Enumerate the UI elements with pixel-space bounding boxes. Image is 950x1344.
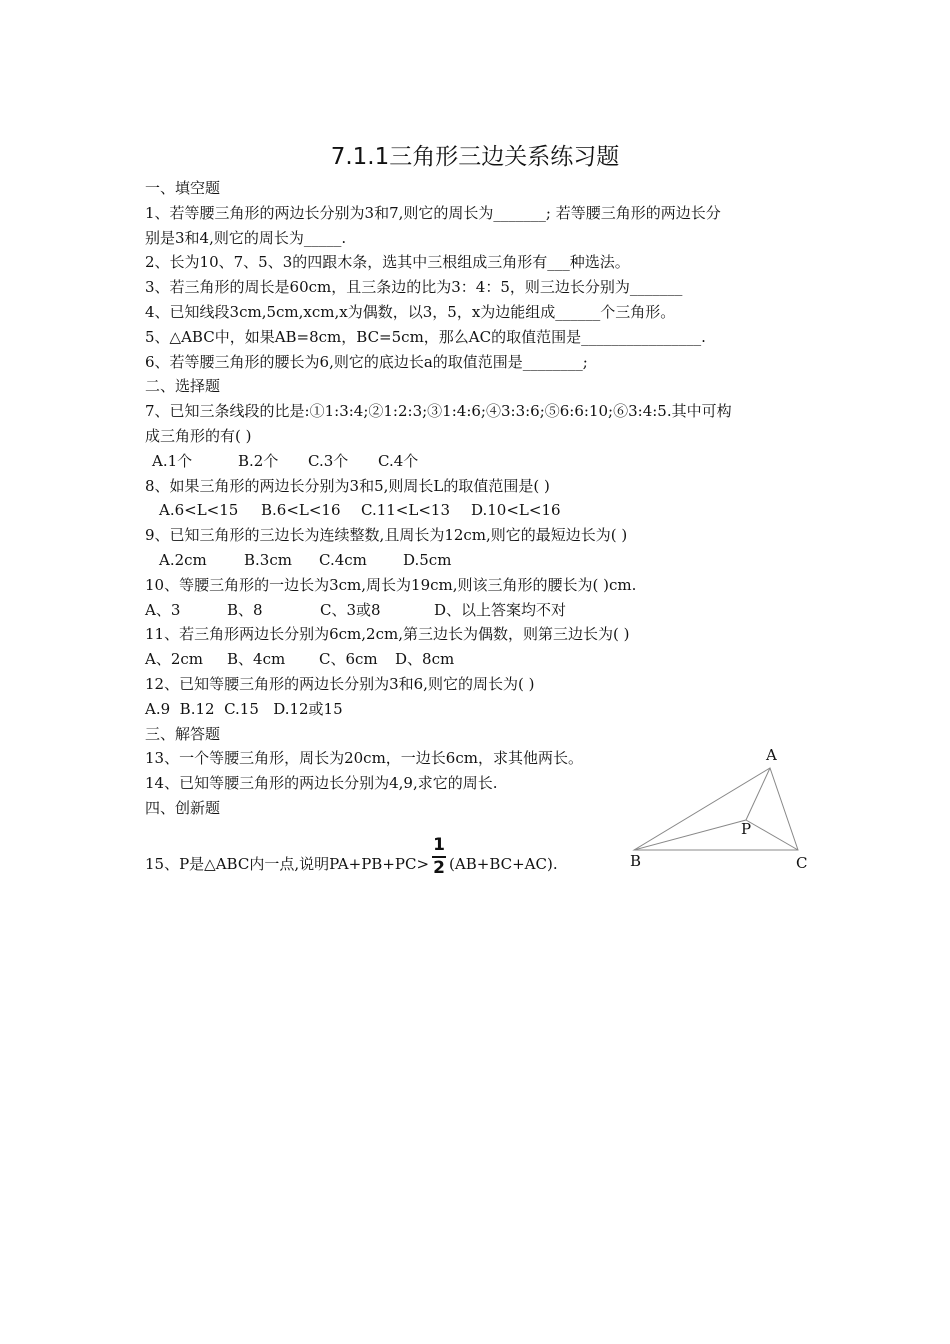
question-11-options xyxy=(145,647,815,672)
option: B、8 xyxy=(227,600,263,619)
option: C.3个 xyxy=(308,451,349,470)
question-12-options: A.9 B.12 C.15 D.12或15 xyxy=(145,699,343,718)
vertex-label-c: C xyxy=(796,854,808,872)
option: D.10<L<16 xyxy=(471,501,561,520)
question-14: 14、已知等腰三角形的两边长分别为4,9,求它的周长. xyxy=(145,774,498,793)
question-12: 12、已知等腰三角形的两边长分别为3和6,则它的周长为( ) xyxy=(145,674,535,693)
option: C、6cm xyxy=(319,650,378,669)
question-6: 6、若等腰三角形的腰长为6,则它的底边长a的取值范围是________; xyxy=(145,352,588,371)
section-heading-solve: 三、解答题 xyxy=(145,724,221,743)
option: B、4cm xyxy=(227,650,286,669)
question-11: 11、若三角形两边长分别为6cm,2cm,第三边长为偶数，则第三边长为( ) xyxy=(145,625,630,644)
option: A.6<L<15 xyxy=(159,501,239,520)
option: D.5cm xyxy=(403,550,452,569)
option: C.11<L<13 xyxy=(361,501,450,520)
question-2: 2、长为10、7、5、3的四跟木条，选其中三根组成三角形有___种选法。 xyxy=(145,253,630,272)
vertex-label-a: A xyxy=(766,746,777,764)
question-4: 4、已知线段3cm,5cm,xcm,x为偶数，以3，5，x为边能组成______个三角形。 xyxy=(145,302,676,321)
segment-pc xyxy=(746,820,798,850)
triangle-diagram xyxy=(626,742,816,874)
point-label-p: P xyxy=(741,820,752,838)
question-9: 9、已知三角形的三边长为连续整数,且周长为12cm,则它的最短边长为( ) xyxy=(145,526,628,545)
question-7-line-1: 7、已知三条线段的比是:①1:3:4;②1:2:3;③1:4:6;④3:3:6;⑤6:6:10;⑥3:4:5.其中可构 xyxy=(145,402,732,421)
option: C.4cm xyxy=(319,550,367,569)
question-10-options xyxy=(145,598,815,623)
segment-pb xyxy=(634,820,746,850)
triangle-abc xyxy=(634,768,798,850)
option: D、以上答案均不对 xyxy=(434,600,567,619)
question-13: 13、一个等腰三角形，周长为20cm，一边长6cm，求其他两长。 xyxy=(145,749,583,768)
question-3: 3、若三角形的周长是60cm，且三条边的比为3：4：5，则三边长分别为_______ xyxy=(145,278,683,297)
option: A.2cm xyxy=(159,550,207,569)
fraction-numerator: 1 xyxy=(433,834,445,855)
vertex-label-b: B xyxy=(630,852,642,870)
question-1-line-2: 别是3和4,则它的周长为_____. xyxy=(145,228,347,247)
question-9-options xyxy=(145,548,815,573)
question-10: 10、等腰三角形的一边长为3cm,周长为19cm,则该三角形的腰长为( )cm. xyxy=(145,575,637,594)
section-heading-fill-in: 一、填空题 xyxy=(145,179,221,197)
option: C、3或8 xyxy=(320,600,381,619)
question-15-text-end: (AB+BC+AC). xyxy=(449,854,558,873)
option: B.3cm xyxy=(244,550,292,569)
option: A、3 xyxy=(145,600,181,619)
question-1-line-1: 1、若等腰三角形的两边长分别为3和7,则它的周长为_______; 若等腰三角形的两边长分 xyxy=(145,203,721,222)
question-8-options xyxy=(145,498,815,523)
option: B.6<L<16 xyxy=(261,501,341,520)
page-title: 7.1.1三角形三边关系练习题 xyxy=(330,144,620,170)
question-7-options xyxy=(145,449,815,474)
option: A、2cm xyxy=(145,650,204,669)
option: A.1个 xyxy=(152,451,193,470)
section-heading-innovation: 四、创新题 xyxy=(145,798,221,817)
fraction-denominator: 2 xyxy=(433,857,445,878)
option: C.4个 xyxy=(378,451,419,470)
fraction-one-half xyxy=(432,834,446,878)
question-7-line-2: 成三角形的有( ) xyxy=(145,426,252,445)
option: D、8cm xyxy=(395,650,455,669)
section-heading-choice: 二、选择题 xyxy=(145,377,221,396)
option: B.2个 xyxy=(238,451,279,470)
question-5: 5、△ABC中，如果AB=8cm，BC=5cm，那么AC的取值范围是________________. xyxy=(145,327,706,346)
triangle-svg xyxy=(626,742,816,874)
question-15-text: 15、P是△ABC内一点,说明PA+PB+PC> xyxy=(145,854,430,873)
question-8: 8、如果三角形的两边长分别为3和5,则周长L的取值范围是( ) xyxy=(145,476,550,495)
